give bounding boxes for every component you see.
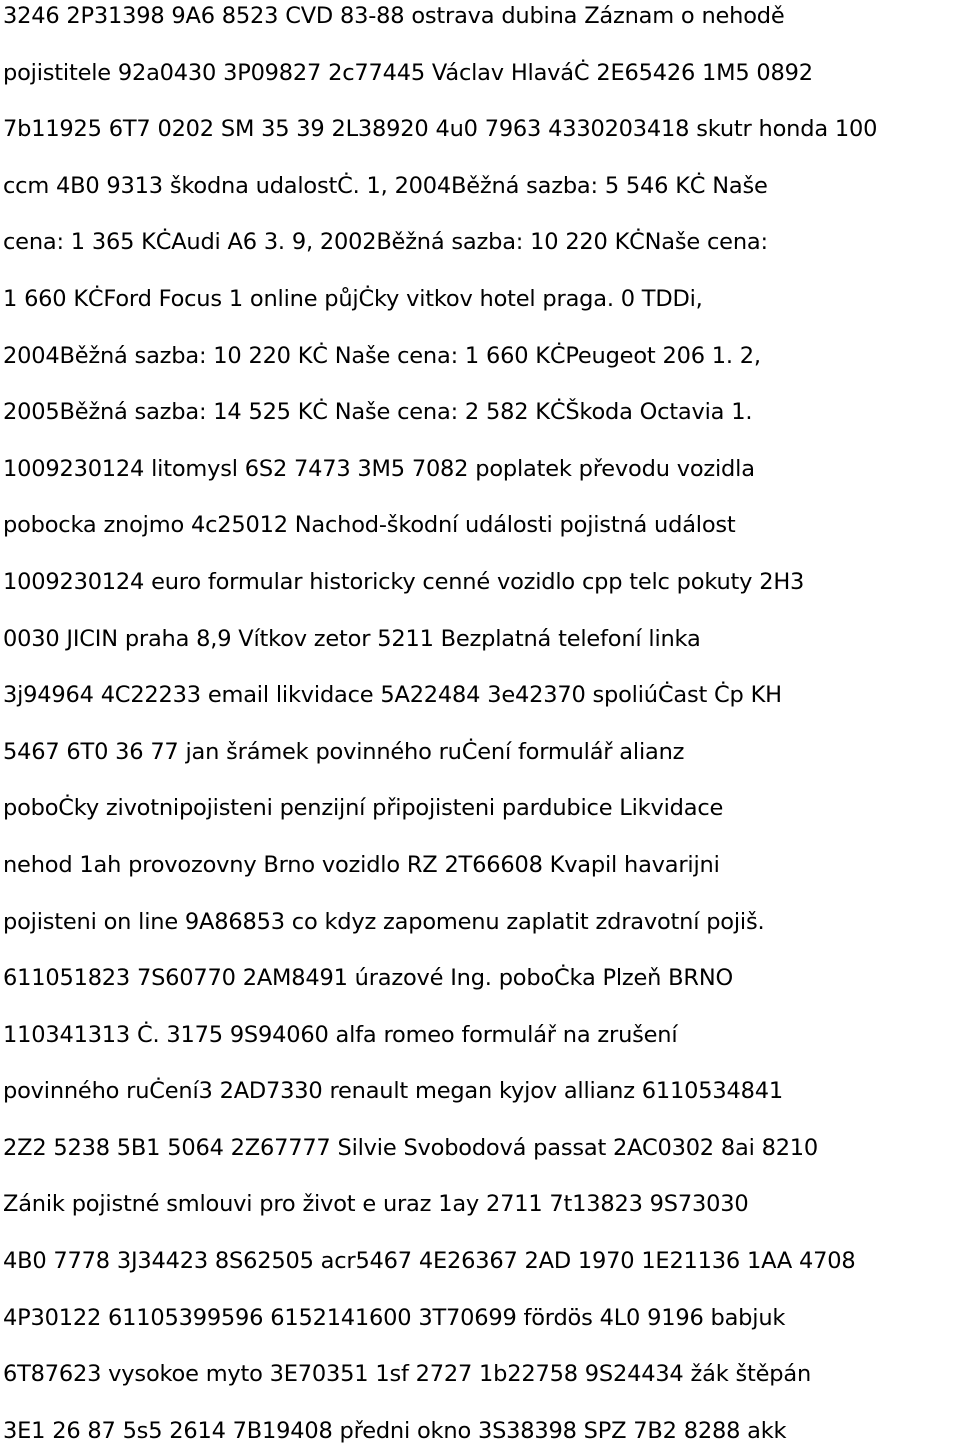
- text-line: 1009230124 euro formular historicky cenné vozidlo cpp telc pokuty 2H3: [3, 568, 805, 595]
- text-line: 3246 2P31398 9A6 8523 CVD 83-88 ostrava dubina Záznam o nehodě: [3, 3, 785, 29]
- text-line: 611051823 7S60770 2AM8491 úrazové Ing. poboĊka Plzeň BRNO: [3, 965, 733, 992]
- text-line: pojistitele 92a0430 3P09827 2c77445 Václav HlaváĊ 2E65426 1M5 0892: [3, 59, 813, 86]
- text-line: pojisteni on line 9A86853 co kdyz zapomenu zaplatit zdravotní pojiš.: [3, 908, 765, 935]
- text-line: povinného ruĊení3 2AD7330 renault megan kyjov allianz 6110534841: [3, 1078, 783, 1105]
- text-line: nehod 1ah provozovny Brno vozidlo RZ 2T66608 Kvapil havarijni: [3, 851, 720, 878]
- text-line: 1 660 KĊFord Focus 1 online půjĊky vitkov hotel praga. 0 TDDi,: [3, 285, 703, 312]
- text-line: 7b11925 6T7 0202 SM 35 39 2L38920 4u0 7963 4330203418 skutr honda 100: [3, 116, 878, 143]
- text-line: 3j94964 4C22233 email likvidace 5A22484 3e42370 spoliúĊast Ċp KH: [3, 682, 782, 709]
- text-line: 4P30122 61105399596 6152141600 3T70699 fördös 4L0 9196 babjuk: [3, 1304, 786, 1331]
- text-line: pobocka znojmo 4c25012 Nachod-škodní události pojistná událost: [3, 512, 736, 539]
- text-line: 6T87623 vysokoe myto 3E70351 1sf 2727 1b22758 9S24434 žák štěpán: [3, 1361, 811, 1388]
- text-line: 1009230124 litomysl 6S2 7473 3M5 7082 poplatek převodu vozidla: [3, 455, 755, 482]
- text-line: poboĊky zivotnipojisteni penzijní připojisteni pardubice Likvidace: [3, 795, 724, 822]
- text-line: 110341313 Ċ. 3175 9S94060 alfa romeo formulář na zrušení: [3, 1021, 678, 1048]
- text-line: 0030 JICIN praha 8,9 Vítkov zetor 5211 Bezplatná telefoní linka: [3, 625, 701, 652]
- text-line: Zánik pojistné smlouvi pro život e uraz 1ay 2711 7t13823 9S73030: [3, 1191, 749, 1218]
- text-line: ccm 4B0 9313 škodna udalostĊ. 1, 2004Běžná sazba: 5 546 KĊ Naše: [3, 172, 768, 199]
- text-line: cena: 1 365 KĊAudi A6 3. 9, 2002Běžná sazba: 10 220 KĊNaše cena:: [3, 229, 768, 256]
- document-body: [3, 0, 958, 1446]
- text-line: 2004Běžná sazba: 10 220 KĊ Naše cena: 1 660 KĊPeugeot 206 1. 2,: [3, 342, 761, 369]
- text-line: 2005Běžná sazba: 14 525 KĊ Naše cena: 2 582 KĊŠkoda Octavia 1.: [3, 399, 753, 426]
- text-line: 2Z2 5238 5B1 5064 2Z67777 Silvie Svobodová passat 2AC0302 8ai 8210: [3, 1134, 819, 1161]
- text-line: 3E1 26 87 5s5 2614 7B19408 předni okno 3S38398 SPZ 7B2 8288 akk: [3, 1417, 787, 1444]
- text-line: 5467 6T0 36 77 jan šrámek povinného ruĊení formulář alianz: [3, 738, 685, 765]
- text-line: 4B0 7778 3J34423 8S62505 acr5467 4E26367 2AD 1970 1E21136 1AA 4708: [3, 1248, 856, 1275]
